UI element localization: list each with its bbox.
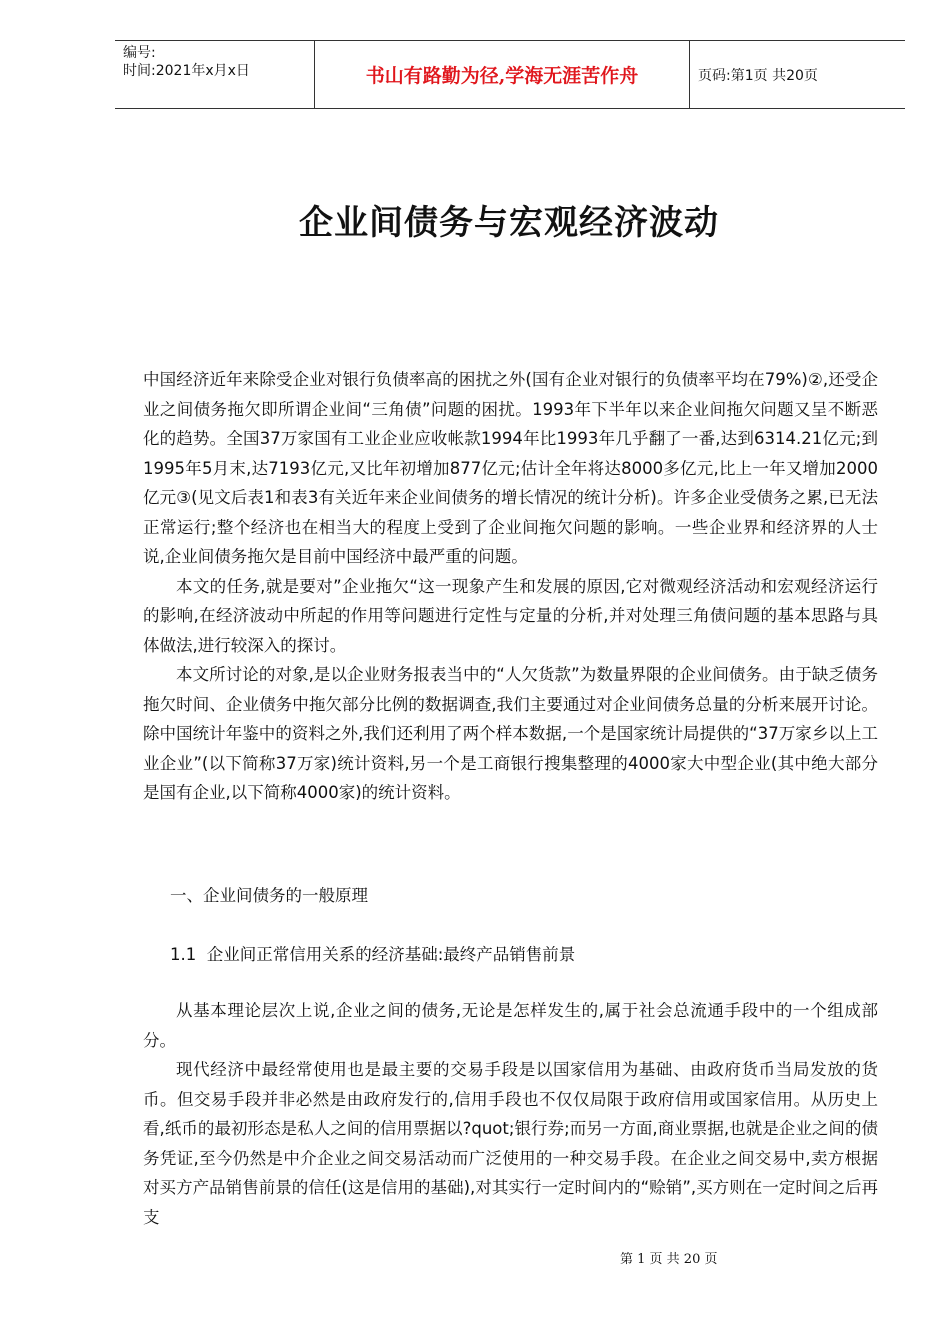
document-body-continued xyxy=(143,996,878,1232)
document-title: 企业间债务与宏观经济波动 xyxy=(299,203,719,243)
header-page-info: 页码:第1页 共20页 xyxy=(698,67,818,84)
page-header xyxy=(115,40,905,109)
header-meta xyxy=(115,41,315,108)
page-footer: 第 1 页 共 20 页 xyxy=(620,1252,718,1267)
paragraph-intro: 中国经济近年来除受企业对银行负债率高的困扰之外(国有企业对银行的负债率平均在79%)②,还受企业之间债务拖欠即所谓企业间“三角债”问题的困扰。1993年下半年以来企业间拖欠问题又呈不断恶化的趋势。全国37万家国有工业企业应收帐款1994年比1993年几乎翻了一番,达到6314.21亿元;到1995年5月末,达7193亿元,又比年初增加877亿元;估计全年将达8000多亿元,比上一年又增加2000亿元③(见文后表1和表3有关近年来企业间债务的增长情况的统计分析)。许多企业受债务之累,已无法正常运行;整个经济也在相当大的程度上受到了企业间拖欠问题的影响。一些企业界和经济界的人士说,企业间债务拖欠是目前中国经济中最严重的问题。 xyxy=(143,370,878,566)
paragraph-theory: 从基本理论层次上说,企业之间的债务,无论是怎样发生的,属于社会总流通手段中的一个组成部分。 xyxy=(143,1001,878,1050)
paragraph-currency: 现代经济中最经常使用也是最主要的交易手段是以国家信用为基础、由政府货币当局发放的货币。但交易手段并非必然是由政府发行的,信用手段也不仅仅局限于政府信用或国家信用。从历史上看,纸币的最初形态是私人之间的信用票据以?quot;银行券;而另一方面,商业票据,也就是企业之间的债务凭证,至今仍然是中介企业之间交易活动而广泛使用的一种交易手段。在企业之间交易中,卖方根据对买方产品销售前景的信任(这是信用的基础),对其实行一定时间内的“赊销”,买方则在一定时间之后再支 xyxy=(143,1060,878,1227)
header-motto: 书山有路勤为径,学海无涯苦作舟 xyxy=(315,41,690,108)
paragraph-task: 本文的任务,就是要对”企业拖欠“这一现象产生和发展的原因,它对微观经济活动和宏观经济运行的影响,在经济波动中所起的作用等问题进行定性与定量的分析,并对处理三角债问题的基本思路与具体做法,进行较深入的探讨。 xyxy=(143,576,878,655)
serial-number-label: 编号: xyxy=(123,45,156,61)
date-label: 时间:2021年x月x日 xyxy=(123,63,250,79)
paragraph-scope: 本文所讨论的对象,是以企业财务报表当中的“人欠货款”为数量界限的企业间债务。由于缺乏债务拖欠时间、企业债务中拖欠部分比例的数据调查,我们主要通过对企业间债务总量的分析来展开讨论。除中国统计年鉴中的资料之外,我们还利用了两个样本数据,一个是国家统计局提供的“37万家乡以上工业企业”(以下简称37万家)统计资料,另一个是工商银行搜集整理的4000家大中型企业(其中绝大部分是国有企业,以下简称4000家)的统计资料。 xyxy=(143,665,878,802)
section-heading-1: 一、企业间债务的一般原理 xyxy=(170,886,368,905)
section-heading-1-1: 1.1 企业间正常信用关系的经济基础:最终产品销售前景 xyxy=(170,945,576,964)
document-body xyxy=(143,365,878,808)
